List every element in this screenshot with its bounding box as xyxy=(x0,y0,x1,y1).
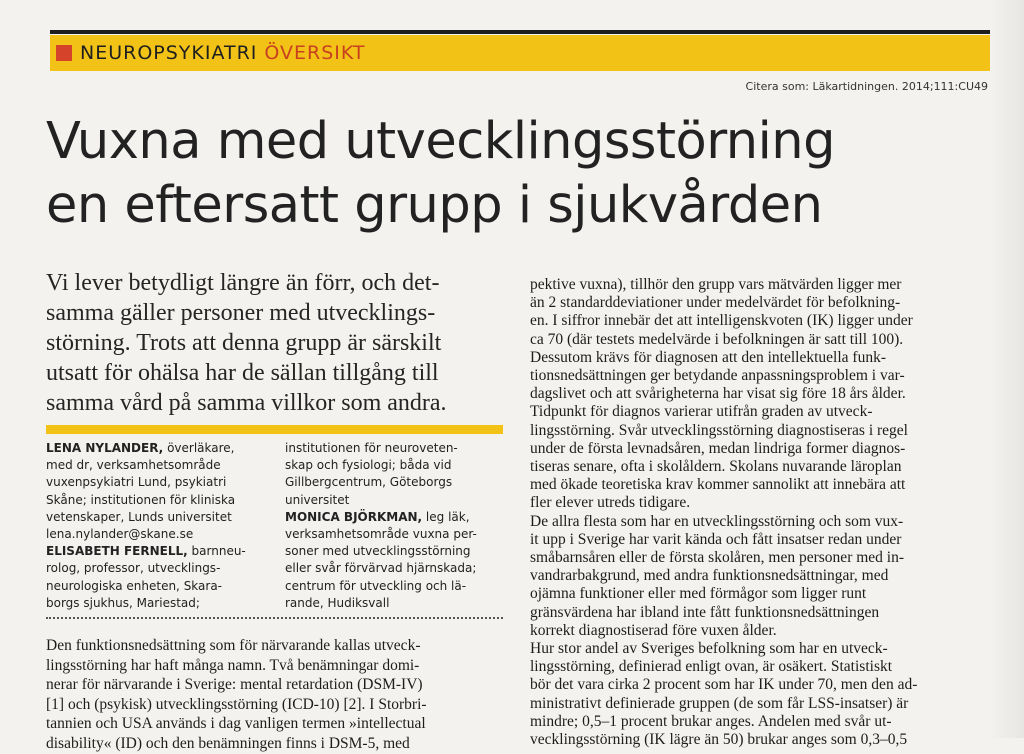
affiliation-text: Skåne; institutionen för kliniska xyxy=(46,492,236,507)
affiliation-text: vetenskaper, Lunds universitet xyxy=(46,509,232,524)
headline-line: Vuxna med utvecklingsstörning xyxy=(46,112,835,171)
author-name: LENA NYLANDER, xyxy=(46,441,164,455)
body-line: ca 70 (där testets medelvärde i befolkningen är satt till 100). xyxy=(530,330,904,348)
page-edge xyxy=(990,0,1024,738)
body-line: vandrarbakgrund, med andra funktionsnedsättningar, med xyxy=(530,567,889,585)
lead-line: störning. Trots att denna grupp är särskilt xyxy=(46,330,442,356)
affiliation-text: barnneu- xyxy=(187,544,246,559)
body-line: it upp i Sverige har varit kända och fått insatser redan under xyxy=(530,530,902,548)
affiliation-text: leg läk, xyxy=(422,509,470,524)
citation: Citera som: Läkartidningen. 2014;111:CU49 xyxy=(745,80,988,93)
body-text-left xyxy=(46,636,506,754)
byline-line xyxy=(285,457,510,474)
author-affiliations-left xyxy=(46,440,276,612)
affiliation-text: neurologiska enheten, Skara- xyxy=(46,578,223,593)
byline-line xyxy=(46,560,276,577)
byline-line xyxy=(285,440,510,457)
byline-line xyxy=(46,440,276,457)
body-line: ministrativt definierade gruppen (de som får LSS-insatser) är xyxy=(530,694,909,712)
body-line: ojämna funktioner eller med förmågor som ligger runt xyxy=(530,585,867,603)
author-name: MONICA BJÖRKMAN, xyxy=(285,509,423,524)
byline-line xyxy=(46,526,276,543)
body-line: disability« (ID) och den benämningen finns i DSM-5, med xyxy=(46,734,410,752)
body-line: med ökade teoretiska krav kommer sannolikt att innebära att xyxy=(530,476,906,494)
byline-line xyxy=(285,509,510,526)
lead-line: samma vård på samma villkor som andra. xyxy=(46,390,447,416)
article-headline xyxy=(46,110,1006,238)
body-line: vecklingsstörning (IK lägre än 50) brukar anges som 0,3–0,5 xyxy=(530,731,908,749)
byline-line xyxy=(285,578,510,595)
body-line: Den funktionsnedsättning som för närvarande kallas utveck- xyxy=(46,637,421,654)
affiliation-text: soner med utvecklingsstörning xyxy=(285,544,471,559)
body-line: lingsstörning, definierad enligt ovan, är osäkert. Statistiskt xyxy=(530,658,893,676)
byline-line xyxy=(285,526,510,543)
lead-line: samma gäller personer med utvecklings- xyxy=(46,300,436,326)
divider-bar xyxy=(46,425,503,434)
lead-line: Vi lever betydligt längre än förr, och det- xyxy=(46,270,440,296)
body-line: Dessutom krävs för diagnosen att den intellektuella funk- xyxy=(530,348,886,366)
byline-line xyxy=(285,474,510,491)
body-line: småbarnsåren eller de första skolåren, men personer med in- xyxy=(530,549,905,567)
section-header xyxy=(50,35,990,71)
byline-line xyxy=(285,543,510,560)
affiliation-text: centrum för utveckling och lä- xyxy=(285,578,467,593)
affiliation-text: skap och fysiologi; båda vid xyxy=(285,458,452,473)
body-line: gränsvärdena har ibland inte fått funktionsnedsättningen xyxy=(530,603,880,621)
affiliation-text: överläkare, xyxy=(163,441,235,455)
body-line: Hur stor andel av Sveriges befolkning som har en utveck- xyxy=(530,640,888,658)
body-line: tiseras senare, ofta i skolåldern. Skolans nuvarande läroplan xyxy=(530,458,902,476)
affiliation-text: rolog, professor, utvecklings- xyxy=(46,561,221,576)
body-line: dagslivet och att svårigheterna har visat sig före 18 års ålder. xyxy=(530,385,906,403)
section-marker-icon xyxy=(56,45,72,61)
body-line: pektive vuxna), tillhör den grupp vars mätvärden ligger mer xyxy=(530,276,902,293)
body-line: [1] och (psykisk) utvecklingsstörning (ICD-10) [2]. I Storbri- xyxy=(46,695,427,713)
affiliation-text: universitet xyxy=(285,492,350,507)
body-line: en. I siffror innebär det att intelligenskvoten (IK) ligger under xyxy=(530,312,913,330)
body-line: mindre; 0,5–1 procent brukar anges. Andelen med svår ut- xyxy=(530,712,892,730)
lead-line: utsatt för ohälsa har de sällan tillgång till xyxy=(46,360,439,386)
byline-line xyxy=(285,560,510,577)
body-line: lingsstörning har haft många namn. Två benämningar domi- xyxy=(46,656,420,674)
body-line: bör det vara cirka 2 procent som har IK under 70, men den ad- xyxy=(530,676,918,694)
headline-line: en eftersatt grupp i sjukvården xyxy=(46,176,823,235)
affiliation-text: eller svår förvärvad hjärnskada; xyxy=(285,561,477,576)
byline-line xyxy=(285,595,510,612)
affiliation-text: Gillbergcentrum, Göteborgs xyxy=(285,475,453,490)
affiliation-text: med dr, verksamhetsområde xyxy=(46,458,221,473)
author-name: ELISABETH FERNELL, xyxy=(46,544,188,559)
byline-line xyxy=(46,457,276,474)
body-line: tannien och USA används i dag vanligen termen »intellectual xyxy=(46,715,426,733)
byline-line xyxy=(46,543,276,560)
affiliation-text: institutionen för neuroveten- xyxy=(285,441,458,455)
topic-label: ÖVERSIKT xyxy=(264,42,366,64)
affiliation-text: verksamhetsområde vuxna per- xyxy=(285,527,477,542)
dotted-divider xyxy=(46,617,503,619)
body-line: Tidpunkt för diagnos varierar utifrån graden av utveck- xyxy=(530,403,873,421)
byline-line xyxy=(285,492,510,509)
body-line: under de första levnadsåren, medan lindriga former diagnos- xyxy=(530,439,906,457)
byline-line xyxy=(46,595,276,612)
byline-line xyxy=(46,474,276,491)
body-line: lingsstörning. Svår utvecklingsstörning diagnostiseras i regel xyxy=(530,421,908,439)
body-line: tionsnedsättningen ger betydande anpassningsproblem i var- xyxy=(530,367,905,385)
affiliation-text: borgs sjukhus, Mariestad; xyxy=(46,595,200,610)
byline-line xyxy=(46,509,276,526)
body-line: nerar för närvarande i Sverige: mental retardation (DSM-IV) xyxy=(46,676,423,694)
header-rule xyxy=(50,30,990,34)
body-line: än 2 standarddeviationer under medelvärdet för befolkning- xyxy=(530,294,901,312)
affiliation-text: vuxenpsykiatri Lund, psykiatri xyxy=(46,475,227,490)
byline-line xyxy=(46,492,276,509)
body-text-right xyxy=(530,276,990,749)
affiliation-text: lena.nylander@skane.se xyxy=(46,527,194,542)
body-line: fler elever utreds tidigare. xyxy=(530,494,691,512)
affiliation-text: rande, Hudiksvall xyxy=(285,595,390,610)
body-line: De allra flesta som har en utvecklingsstörning och som vux- xyxy=(530,512,904,530)
byline-line xyxy=(46,578,276,595)
author-affiliations-right xyxy=(285,440,510,612)
section-label: NEUROPSYKIATRI xyxy=(80,42,258,64)
body-line: korrekt diagnostiserad före vuxen ålder. xyxy=(530,621,777,639)
lead-paragraph xyxy=(46,268,506,418)
